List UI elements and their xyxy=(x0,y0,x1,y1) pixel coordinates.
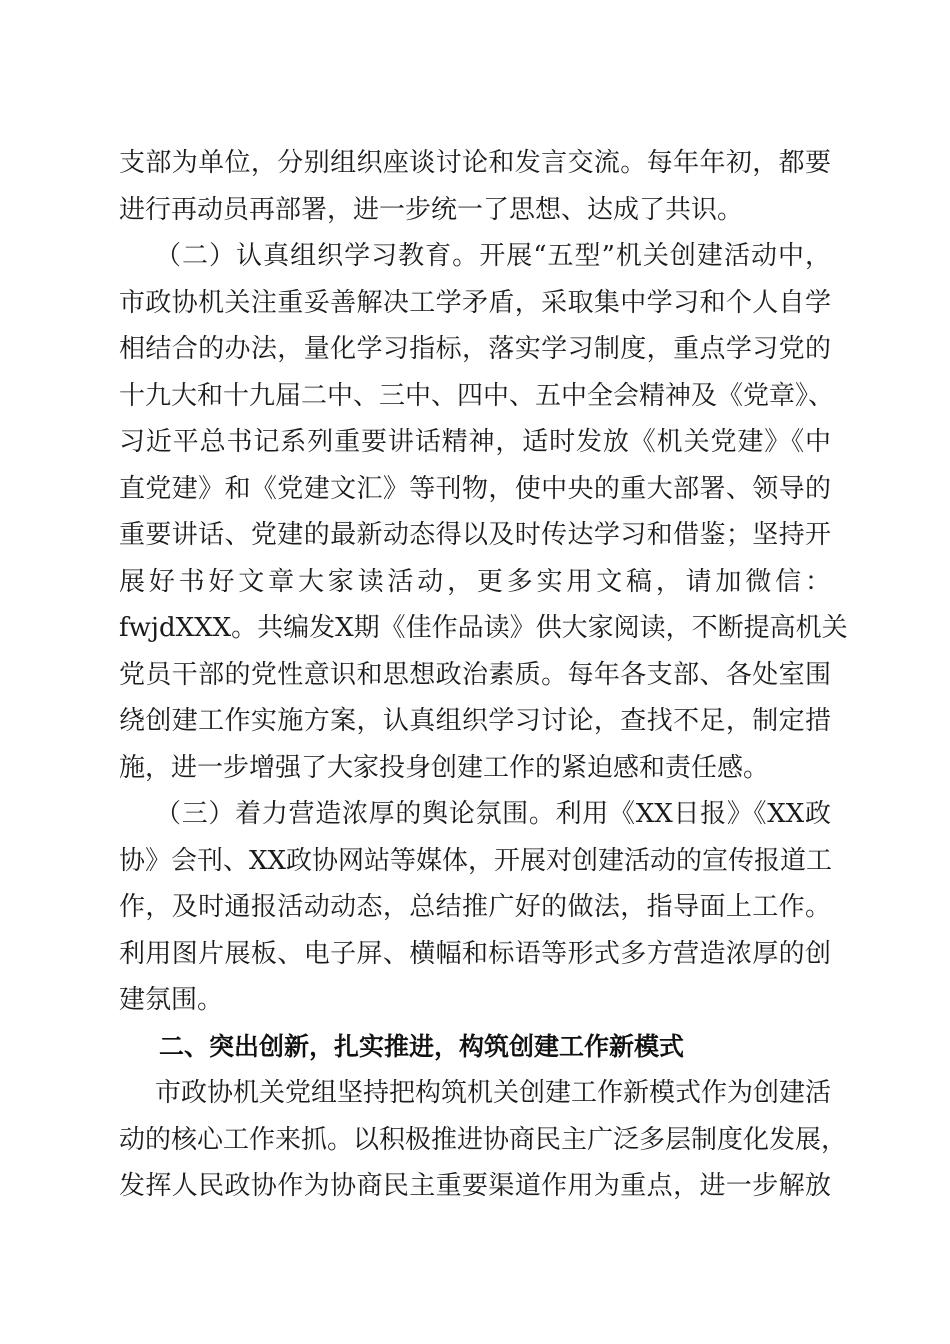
body-line: 市政协机关注重妥善解决工学矛盾，采取集中学习和个人自学 xyxy=(119,287,831,318)
body-line: 相结合的办法，量化学习指标，落实学习制度，重点学习党的 xyxy=(119,334,831,364)
body-line: 作，及时通报活动动态，总结推广好的做法，指导面上工作。 xyxy=(119,892,831,922)
body-line: 市政协机关党组坚持把构筑机关创建工作新模式作为创建活 xyxy=(155,1078,832,1108)
body-line: 进行再动员再部署，进一步统一了思想、达成了共识。 xyxy=(119,194,744,225)
body-line: 习近平总书记系列重要讲话精神，适时发放《机关党建》《中 xyxy=(119,427,831,457)
body-line: fwjdXXX。共编发X期《佳作品读》供大家阅读，不断提高机关 xyxy=(119,613,848,643)
body-line: 支部为单位，分别组织座谈讨论和发言交流。每年年初，都要 xyxy=(119,148,831,178)
body-line: 动的核心工作来抓。以积极推进协商民主广泛多层制度化发展， xyxy=(119,1124,848,1155)
body-line: 协》会刊、XX政协网站等媒体，开展对创建活动的宣传报道工 xyxy=(119,845,833,876)
body-line: 党员干部的党性意识和思想政治素质。每年各支部、各处室围 xyxy=(119,659,831,690)
body-line: 利用图片展板、电子屏、横幅和标语等形式多方营造浓厚的创 xyxy=(119,938,831,969)
body-line: 发挥人民政协作为协商民主重要渠道作用为重点，进一步解放 xyxy=(119,1171,831,1201)
body-line: 十九大和十九届二中、三中、四中、五中全会精神及《党章》、 xyxy=(119,380,835,411)
subsection-heading-line: （三）着力营造浓厚的舆论氛围。利用《XX日报》《XX政 xyxy=(155,799,831,829)
subsection-heading-line: （二）认真组织学习教育。开展“五型”机关创建活动中， xyxy=(155,241,831,271)
body-line: 建氛围。 xyxy=(119,985,224,1015)
body-line: 施，进一步增强了大家投身创建工作的紧迫感和责任感。 xyxy=(119,752,770,783)
body-line: 重要讲话、党建的最新动态得以及时传达学习和借鉴；坚持开 xyxy=(119,520,831,550)
body-line: 展好书好文章大家读活动，更多实用文稿，请加微信： xyxy=(119,566,831,597)
body-line: 直党建》和《党建文汇》等刊物，使中央的重大部署、领导的 xyxy=(119,473,831,504)
body-line: 绕创建工作实施方案，认真组织学习讨论，查找不足，制定措 xyxy=(119,706,831,736)
document-body xyxy=(119,140,848,1210)
section-heading: 二、突出创新，扎实推进，构筑创建工作新模式 xyxy=(159,1031,685,1061)
